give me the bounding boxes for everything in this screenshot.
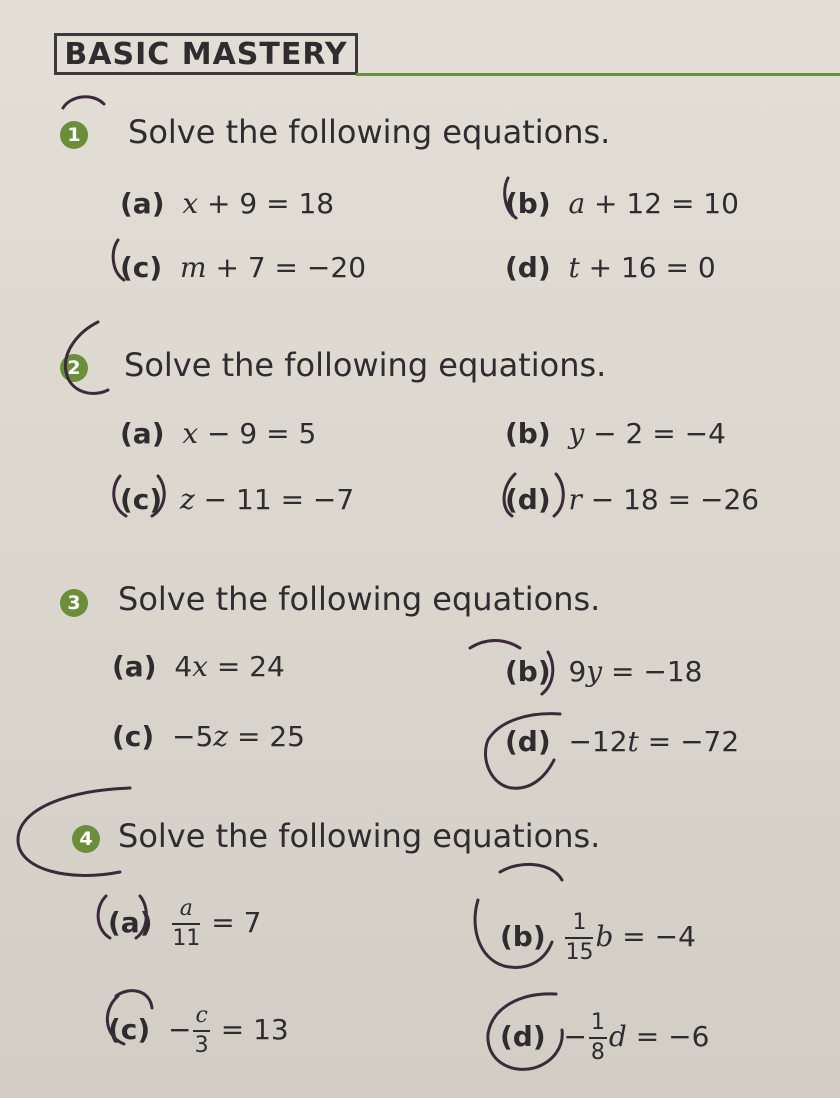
part-label: (c) <box>108 1013 151 1046</box>
equation-4a: (a) $\frac{a}{11}$ = 7 <box>108 896 262 951</box>
equation-2c: (c) z − 11 = −7 <box>120 483 355 516</box>
title-underline <box>356 73 840 76</box>
part-label: (d) <box>505 725 551 758</box>
equation-1a: (a) x + 9 = 18 <box>120 187 335 220</box>
pen-arc <box>500 864 562 880</box>
part-label: (d) <box>505 483 551 516</box>
part-label: (a) <box>120 417 165 450</box>
part-label: (c) <box>112 720 155 753</box>
equation-4d: (d) − $\frac{1}{8}$ d = −6 <box>500 1010 710 1065</box>
question-heading: Solve the following equations. <box>118 580 601 618</box>
part-label: (d) <box>505 251 551 284</box>
part-label: (a) <box>120 187 165 220</box>
fraction: $\frac{c}{3}$ <box>194 1003 209 1058</box>
equation-3d: (d) −12t = −72 <box>505 725 740 758</box>
question-heading: Solve the following equations. <box>118 817 601 855</box>
question-heading: Solve the following equations. <box>128 113 611 151</box>
part-label: (d) <box>500 1020 546 1053</box>
equation-1c: (c) m + 7 = −20 <box>120 251 367 284</box>
equation-3a: (a) 4x = 24 <box>112 650 285 683</box>
fraction: $\frac{1}{15}$ <box>565 910 594 965</box>
equation-4c: (c) − $\frac{c}{3}$ = 13 <box>108 1003 289 1058</box>
equation-3c: (c) −5z = 25 <box>112 720 305 753</box>
part-label: (a) <box>112 650 157 683</box>
question-heading: Solve the following equations. <box>124 346 607 384</box>
fraction: $\frac{1}{8}$ <box>590 1010 605 1065</box>
part-label: (a) <box>108 906 153 939</box>
fraction: $\frac{a}{11}$ <box>172 896 201 951</box>
question-number-badge: 3 <box>60 589 88 617</box>
part-label: (c) <box>120 251 163 284</box>
equation-1d: (d) t + 16 = 0 <box>505 251 716 284</box>
section-title: BASIC MASTERY <box>54 33 358 75</box>
question-number-badge: 4 <box>72 825 100 853</box>
part-label: (b) <box>505 417 551 450</box>
part-label: (b) <box>505 187 551 220</box>
equation-2a: (a) x − 9 = 5 <box>120 417 317 450</box>
equation-3b: (b) 9y = −18 <box>505 655 703 688</box>
pen-arc <box>470 641 520 649</box>
equation-1b: (b) a + 12 = 10 <box>505 187 739 220</box>
question-number-badge: 2 <box>60 354 88 382</box>
part-label: (b) <box>500 920 546 953</box>
pen-arc <box>63 97 104 108</box>
part-label: (b) <box>505 655 551 688</box>
equation-4b: (b) $\frac{1}{15}$ b = −4 <box>500 910 696 965</box>
question-number-badge: 1 <box>60 121 88 149</box>
equation-2b: (b) y − 2 = −4 <box>505 417 726 450</box>
equation-2d: (d) r − 18 = −26 <box>505 483 760 516</box>
part-label: (c) <box>120 483 163 516</box>
